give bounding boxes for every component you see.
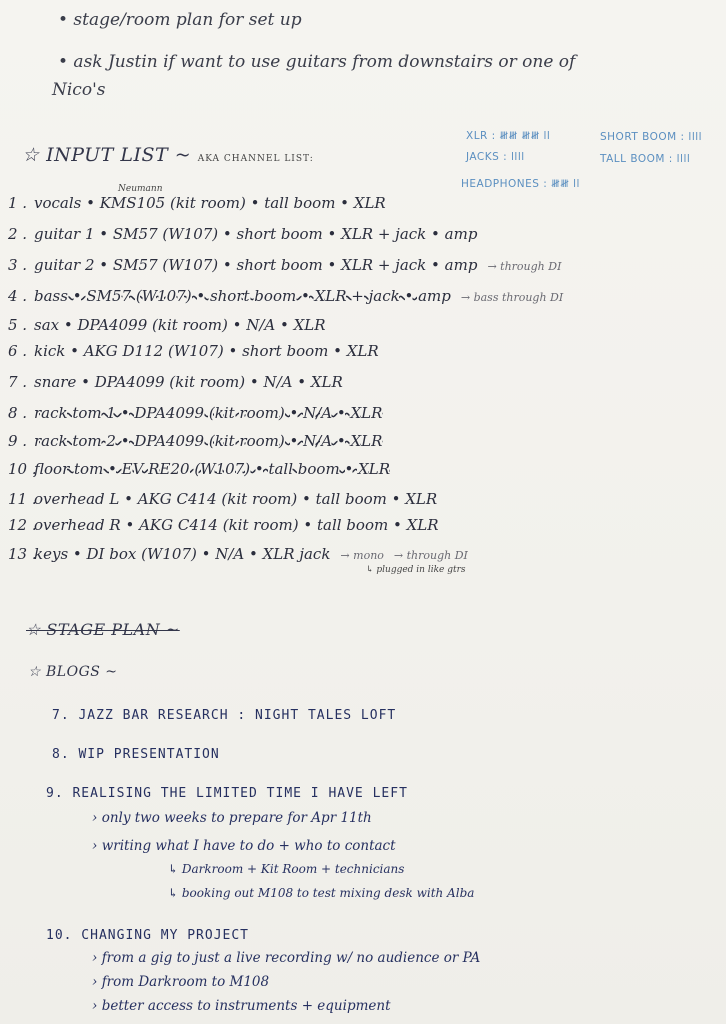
blog-item: 9. REALISING THE LIMITED TIME I HAVE LEFT bbox=[46, 786, 408, 801]
channel-number: 11 . bbox=[8, 490, 37, 508]
channel-number: 8 . bbox=[8, 404, 28, 422]
channel-number: 12 . bbox=[8, 516, 37, 534]
channel-number: 1 . bbox=[8, 194, 28, 212]
channel-row bbox=[8, 545, 468, 563]
note-line: • stage/room plan for set up bbox=[58, 10, 302, 30]
channel-text-crossed: floor tom • EV RE20 (W107) • tall boom • XLR bbox=[34, 460, 390, 478]
note-line: Nico's bbox=[52, 80, 106, 100]
input-list-title: ☆ INPUT LIST ~ bbox=[22, 144, 192, 166]
channel-row bbox=[8, 287, 563, 305]
channel-text: vocals • KMS105 (kit room) • tall boom • XLR bbox=[34, 194, 386, 212]
channel-text-crossed: rack tom 2 • DPA4099 (kit room) • N/A • XLR bbox=[34, 432, 383, 450]
blog-note: › from a gig to just a live recording w/ no audience or PA bbox=[92, 950, 481, 966]
channel-annotation: → mono bbox=[340, 549, 384, 562]
blog-note: › only two weeks to prepare for Apr 11th bbox=[92, 810, 372, 826]
channel-row bbox=[8, 256, 561, 274]
channel-number: 3 . bbox=[8, 256, 28, 274]
channel-text: kick • AKG D112 (W107) • short boom • XLR bbox=[34, 342, 379, 360]
channel-number: 6 . bbox=[8, 342, 28, 360]
blog-note: › writing what I have to do + who to contact bbox=[92, 838, 396, 854]
blog-note: › better access to instruments + equipment bbox=[92, 998, 391, 1014]
channel-text: overhead R • AKG C414 (kit room) • tall boom • XLR bbox=[34, 516, 439, 534]
channel-row bbox=[8, 316, 326, 334]
channel-annotation: → through DI bbox=[487, 260, 562, 273]
channel-number: 5 . bbox=[8, 316, 28, 334]
channel-row bbox=[8, 432, 382, 450]
channel-text: guitar 2 • SM57 (W107) • short boom • XLR + jack • amp bbox=[34, 256, 478, 274]
channel-text: overhead L • AKG C414 (kit room) • tall boom • XLR bbox=[34, 490, 438, 508]
channel-text-crossed: bass • SM57 (W107) • short boom • XLR + jack • amp bbox=[34, 287, 451, 305]
tally-tall-boom: TALL BOOM : llll bbox=[600, 153, 691, 165]
note-line: • ask Justin if want to use guitars from downstairs or one of bbox=[58, 52, 576, 72]
channel-row bbox=[8, 194, 386, 212]
channel-text: keys • DI box (W107) • N/A • XLR jack bbox=[34, 545, 331, 563]
blog-note: › from Darkroom to M108 bbox=[92, 974, 270, 990]
channel-text-crossed: rack tom 1 • DPA4099 (kit room) • N/A • XLR bbox=[34, 404, 383, 422]
channel-row bbox=[8, 404, 382, 422]
blog-note: ↳ booking out M108 to test mixing desk with Alba bbox=[168, 886, 475, 900]
channel-row bbox=[8, 516, 439, 534]
channel-number: 7 . bbox=[8, 373, 28, 391]
channel-text: sax • DPA4099 (kit room) • N/A • XLR bbox=[34, 316, 326, 334]
input-list-heading bbox=[22, 144, 314, 166]
channel-number: 10 . bbox=[8, 460, 37, 478]
channel-row bbox=[8, 460, 390, 478]
blogs-heading: ☆ BLOGS ~ bbox=[28, 664, 118, 680]
keys-annotation: ↳ plugged in like gtrs bbox=[366, 565, 466, 575]
channel-number: 4 . bbox=[8, 287, 28, 305]
tally-xlr: XLR : 𝍸𝍸 𝍸𝍸 ll bbox=[466, 130, 551, 142]
stage-plan-title: ☆ STAGE PLAN ~ bbox=[26, 620, 180, 639]
input-list-subtitle: AKA CHANNEL LIST: bbox=[197, 154, 314, 164]
blog-item: 8. WIP PRESENTATION bbox=[52, 747, 220, 762]
channel-annotation: → bass through DI bbox=[460, 291, 564, 304]
blog-item: 7. JAZZ BAR RESEARCH : NIGHT TALES LOFT bbox=[52, 708, 397, 723]
channel-text: guitar 1 • SM57 (W107) • short boom • XLR + jack • amp bbox=[34, 225, 478, 243]
channel-annotation: → through DI bbox=[393, 549, 468, 562]
channel-row bbox=[8, 373, 343, 391]
blog-item: 10. CHANGING MY PROJECT bbox=[46, 928, 250, 943]
channel-row bbox=[8, 490, 437, 508]
neumann-annotation: Neumann bbox=[118, 184, 163, 194]
channel-number: 2 . bbox=[8, 225, 28, 243]
stage-plan-heading bbox=[26, 620, 180, 639]
channel-number: 13 . bbox=[8, 545, 37, 563]
channel-text: snare • DPA4099 (kit room) • N/A • XLR bbox=[34, 373, 343, 391]
tally-short-boom: SHORT BOOM : llll bbox=[600, 131, 703, 143]
blog-note: ↳ Darkroom + Kit Room + technicians bbox=[168, 862, 405, 876]
channel-row bbox=[8, 342, 379, 360]
tally-headphones: HEADPHONES : 𝍸𝍸 ll bbox=[461, 178, 580, 190]
tally-jacks: JACKS : llll bbox=[466, 151, 525, 163]
channel-number: 9 . bbox=[8, 432, 28, 450]
channel-row bbox=[8, 225, 477, 243]
